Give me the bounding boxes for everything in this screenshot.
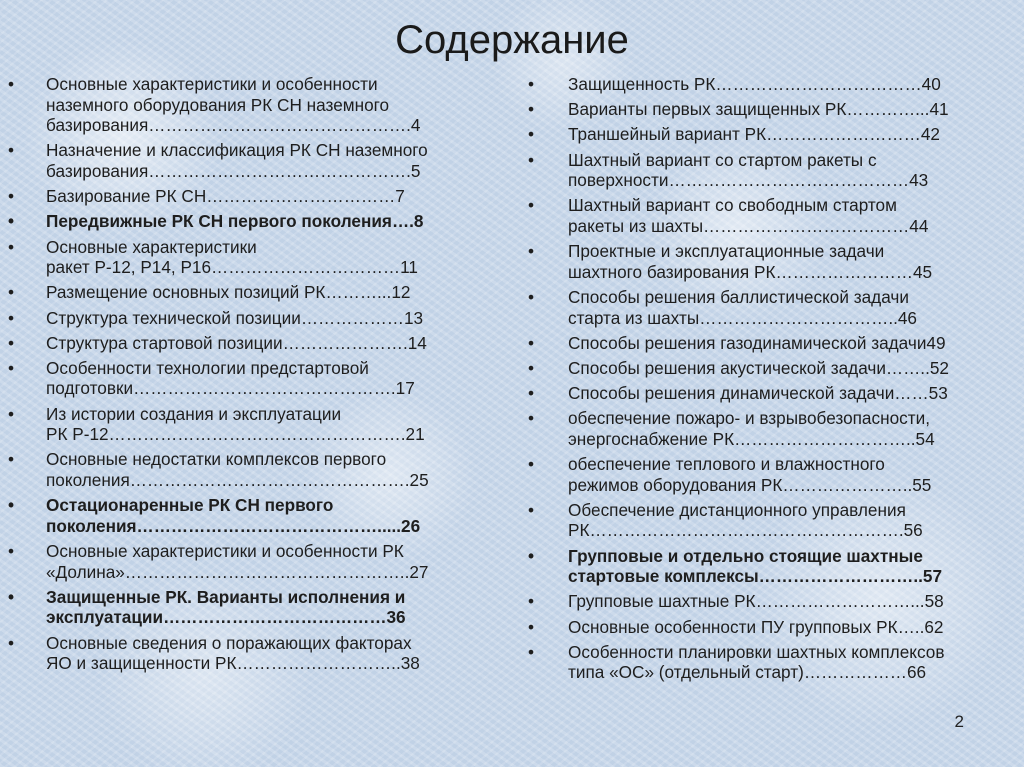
bullet-icon: •: [528, 332, 535, 353]
toc-entry-text: Базирование РК СН……………………………7: [46, 186, 405, 207]
toc-entry: [528, 241, 1016, 282]
bullet-icon: •: [528, 286, 535, 307]
bullet-icon: •: [8, 632, 15, 653]
bullet-icon: •: [8, 332, 15, 353]
toc-entry: [8, 449, 498, 490]
toc-entry: [528, 546, 1016, 587]
bullet-icon: •: [8, 541, 15, 561]
toc-entry: [528, 287, 1016, 328]
slide-title: Содержание: [395, 18, 629, 62]
toc-entry: [528, 99, 1016, 120]
toc-entry: [528, 454, 1016, 495]
toc-entry-text: Шахтный вариант со стартом ракеты с поверхности……………………………………43: [568, 149, 929, 191]
toc-entry-text: Основные характеристики и особенности наземного оборудования РК СН наземного базирования……………………………………….4: [46, 74, 421, 136]
bullet-icon: •: [8, 495, 15, 516]
toc-entry-text: Структура стартовой позиции………………….14: [46, 332, 427, 353]
toc-entry: [8, 211, 498, 232]
bullet-icon: •: [8, 140, 15, 161]
toc-entry-text: Остационаренные РК СН первого поколения…………………………………….....26: [46, 495, 421, 536]
bullet-icon: •: [8, 403, 15, 424]
toc-entry-text: Основные недостатки комплексов первого поколения………………………………………….25: [46, 449, 429, 491]
toc-entry-text: Групповые и отдельно стоящие шахтные стартовые комплексы………………………..57: [568, 545, 943, 587]
toc-entry-text: Траншейный вариант РК………………………42: [568, 124, 940, 145]
toc-entry-text: Обеспечение дистанционного управления РК……………………………………………….56: [568, 499, 923, 541]
toc-entry: [8, 587, 498, 628]
toc-entry-text: Защищенность РК………………………………40: [568, 74, 941, 94]
toc-entry-text: Способы решения газодинамической задачи49: [568, 332, 946, 353]
bullet-icon: •: [8, 449, 15, 470]
bullet-icon: •: [528, 499, 535, 520]
bullet-icon: •: [528, 591, 535, 612]
toc-entry-text: обеспечение теплового и влажностного режимов оборудования РК…………………..55: [568, 454, 932, 495]
bullet-icon: •: [528, 641, 535, 662]
bullet-icon: •: [528, 408, 535, 429]
toc-entry: [8, 333, 498, 354]
bullet-icon: •: [528, 357, 535, 378]
toc-entry-text: Структура технической позиции………………13: [46, 307, 424, 328]
toc-entry: [8, 633, 498, 674]
toc-entry: [528, 333, 1016, 354]
bullet-icon: •: [8, 236, 15, 257]
bullet-icon: •: [528, 383, 535, 404]
bullet-icon: •: [8, 282, 15, 303]
toc-entry: [528, 195, 1016, 236]
toc-right-column: [528, 74, 1016, 688]
toc-entry-text: Из истории создания и эксплуатации РК Р-12…………………………………………….21: [46, 403, 425, 445]
toc-entry-text: Основные характеристики и особенности РК «Долина»…………………………………………..27: [46, 541, 429, 582]
toc-entry: [528, 591, 1016, 612]
toc-entry-text: Защищенные РК. Варианты исполнения и эксплуатации…………………………………36: [46, 586, 406, 628]
bullet-icon: •: [8, 186, 15, 207]
toc-entry: [528, 74, 1016, 95]
bullet-icon: •: [528, 149, 535, 170]
bullet-icon: •: [528, 124, 535, 145]
bullet-icon: •: [8, 74, 15, 94]
toc-entry: [8, 74, 498, 136]
toc-entry-text: Особенности планировки шахтных комплексов типа «ОС» (отдельный старт)………………66: [568, 641, 945, 683]
toc-entry-text: Основные особенности ПУ групповых РК…..62: [568, 616, 944, 637]
bullet-icon: •: [8, 211, 15, 232]
bullet-icon: •: [8, 586, 15, 607]
toc-entry: [528, 500, 1016, 541]
toc-entry-text: Способы решения баллистической задачи старта из шахты……………………………..46: [568, 286, 917, 328]
toc-entry-text: Групповые шахтные РК………………………...58: [568, 591, 944, 612]
toc-entry: [8, 541, 498, 582]
toc-entry: [8, 358, 498, 399]
toc-entry-text: Проектные и эксплуатационные задачи шахтного базирования РК……………………45: [568, 241, 933, 282]
toc-entry: [528, 383, 1016, 404]
toc-entry-text: Основные характеристики ракет Р-12, Р14, Р16……………………………11: [46, 236, 418, 278]
toc-left-column: [8, 74, 498, 678]
bullet-icon: •: [528, 99, 535, 120]
toc-entry: [8, 282, 498, 303]
page-number: 2: [954, 712, 964, 731]
bullet-icon: •: [8, 307, 15, 328]
toc-entry: [528, 150, 1016, 191]
toc-entry: [8, 140, 498, 181]
toc-entry: [528, 124, 1016, 145]
bullet-icon: •: [528, 616, 535, 637]
toc-entry: [8, 495, 498, 536]
toc-entry-text: Передвижные РК СН первого поколения….8: [46, 211, 424, 232]
toc-entry-text: обеспечение пожаро- и взрывобезопасности, энергоснабжение РК…………………………..54: [568, 408, 935, 449]
bullet-icon: •: [528, 195, 535, 216]
bullet-icon: •: [528, 545, 535, 566]
bullet-icon: •: [528, 241, 535, 262]
toc-entry: [8, 308, 498, 329]
toc-entry-text: Размещение основных позиций РК………...12: [46, 282, 411, 303]
bullet-icon: •: [528, 454, 535, 475]
toc-entry: [8, 186, 498, 207]
bullet-icon: •: [528, 74, 535, 94]
toc-entry: [8, 404, 498, 445]
toc-entry: [528, 642, 1016, 683]
toc-entry-text: Особенности технологии предстартовой подготовки……………………………………….17: [46, 357, 415, 399]
bullet-icon: •: [8, 357, 15, 378]
toc-entry-text: Способы решения акустической задачи……..52: [568, 357, 949, 378]
toc-entry: [528, 617, 1016, 638]
toc-entry-text: Варианты первых защищенных РК…………...41: [568, 99, 949, 120]
toc-entry: [8, 237, 498, 278]
toc-entry: [528, 408, 1016, 449]
toc-entry-text: Назначение и классификация РК СН наземного базирования……………………………………….5: [46, 140, 428, 181]
toc-entry-text: Способы решения динамической задачи……53: [568, 383, 948, 404]
toc-entry-text: Шахтный вариант со свободным стартом ракеты из шахты………………………………44: [568, 195, 929, 236]
toc-entry-text: Основные сведения о поражающих факторах ЯО и защищенности РК………………………..38: [46, 632, 420, 674]
toc-entry: [528, 358, 1016, 379]
